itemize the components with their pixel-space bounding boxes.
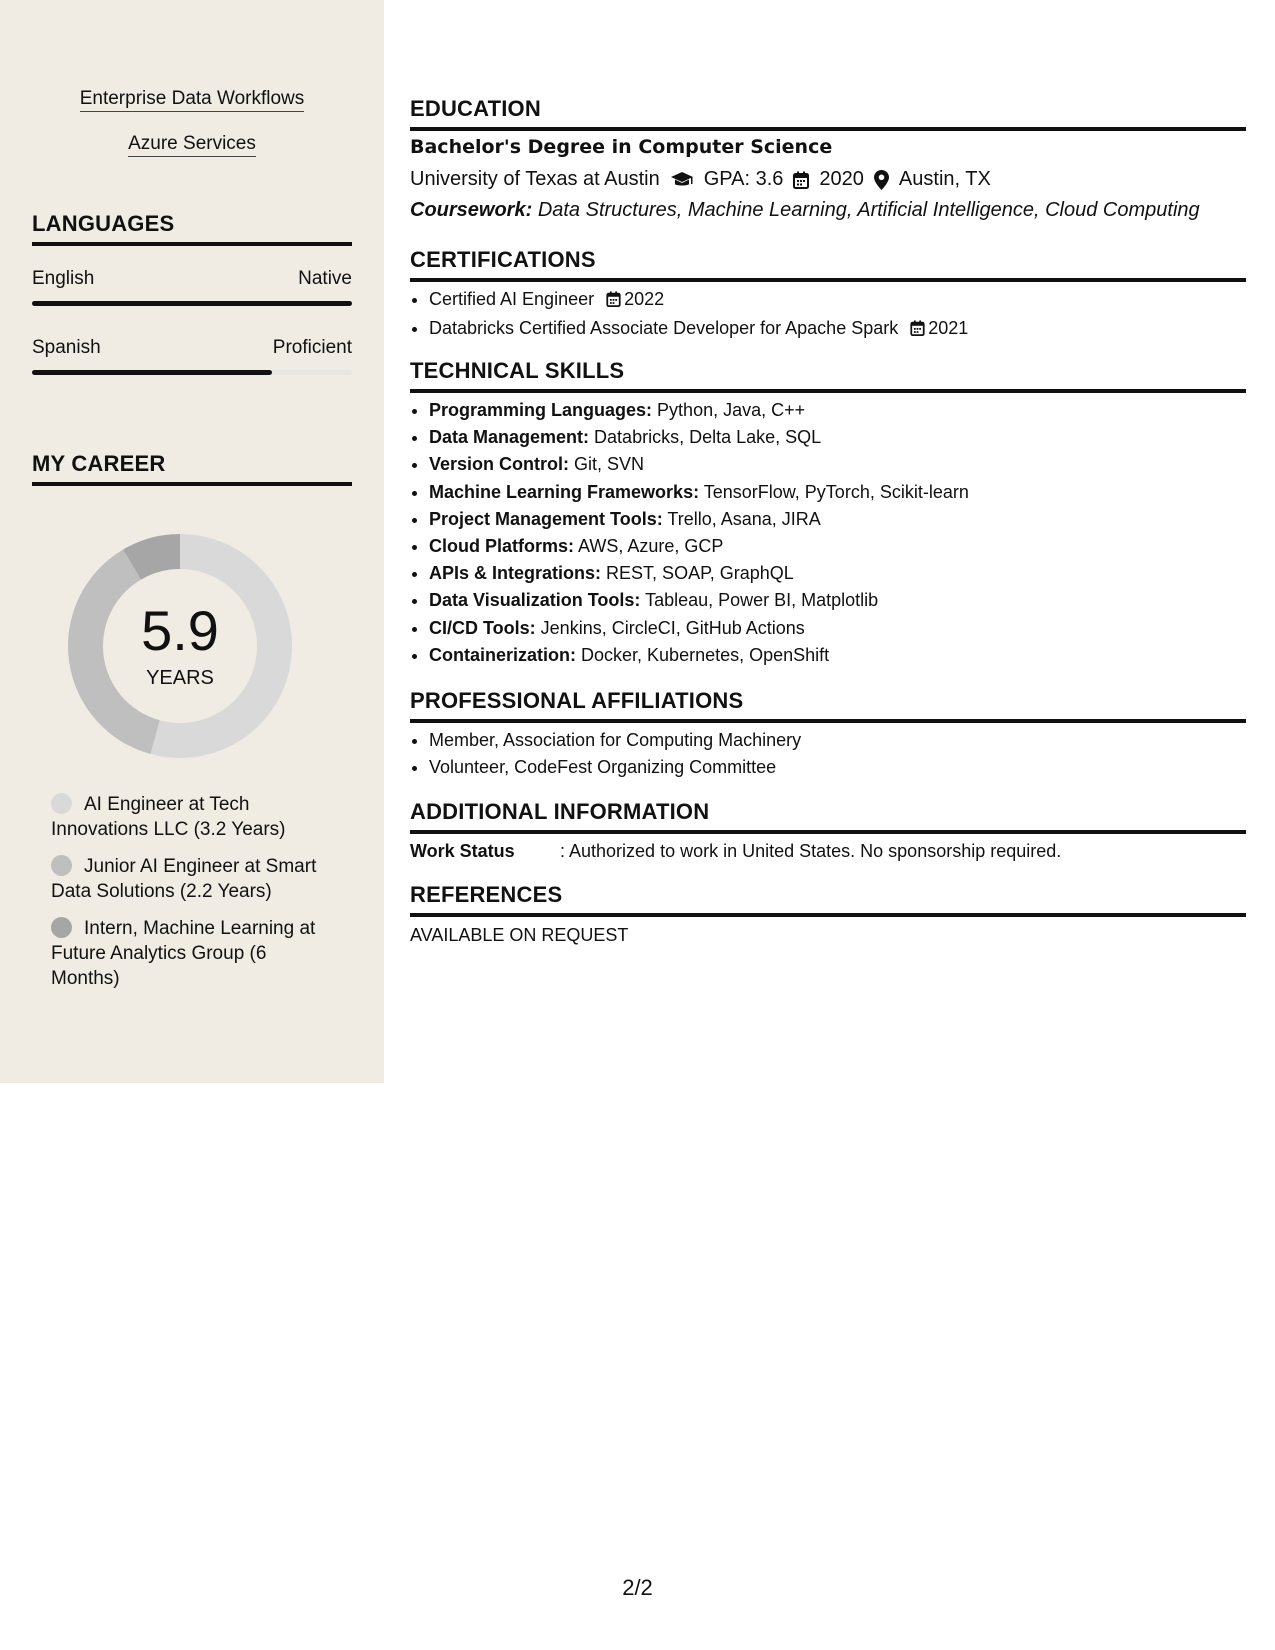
- legend-dot: [51, 855, 72, 876]
- skill-values: Python, Java, C++: [657, 400, 806, 420]
- language-name: Spanish: [32, 337, 101, 358]
- sidebar: [0, 0, 384, 1083]
- skill-category: Data Management:: [429, 427, 590, 448]
- certification-year: 2022: [624, 289, 665, 309]
- certification-name: Certified AI Engineer: [429, 289, 595, 309]
- language-level: Native: [298, 268, 352, 289]
- list-item: [429, 397, 969, 424]
- skill-values: Docker, Kubernetes, OpenShift: [581, 644, 830, 665]
- skill-values: Git, SVN: [574, 454, 645, 475]
- career-legend-item: [51, 854, 321, 904]
- skill-category: CI/CD Tools:: [429, 617, 536, 638]
- certifications-list: [410, 286, 968, 344]
- skill-values: Trello, Asana, JIRA: [667, 508, 821, 529]
- list-item: [429, 286, 968, 315]
- career-total-years: 5.9: [141, 599, 219, 662]
- affiliations-list: [410, 727, 801, 781]
- skill-tag-label: Azure Services: [128, 133, 256, 157]
- list-item: [429, 587, 969, 614]
- career-legend-label: AI Engineer at Tech Innovations LLC (3.2 Years): [51, 794, 286, 840]
- education-location: Austin, TX: [898, 168, 991, 190]
- legend-dot: [51, 793, 72, 814]
- career-legend-label: Junior AI Engineer at Smart Data Solutions (2.2 Years): [51, 856, 317, 902]
- list-item: [429, 533, 969, 560]
- work-status-row: [410, 841, 1061, 862]
- skill-tag-label: Enterprise Data Workflows: [80, 88, 305, 112]
- additional-info-heading: ADDITIONAL INFORMATION: [410, 799, 1246, 834]
- references-text: AVAILABLE ON REQUEST: [410, 925, 629, 945]
- skill-category: Machine Learning Frameworks:: [429, 481, 700, 502]
- language-level-fill: [32, 370, 272, 375]
- certification-year: 2021: [928, 318, 969, 339]
- page-number: 2/2: [622, 1575, 653, 1600]
- skill-category: Project Management Tools:: [429, 508, 663, 529]
- list-item: [429, 451, 969, 478]
- list-item: [429, 560, 969, 587]
- career-heading: MY CAREER: [32, 451, 352, 486]
- coursework-label: Coursework:: [410, 199, 533, 221]
- graduation-year: 2020: [819, 168, 864, 190]
- language-level-bar: [32, 301, 352, 306]
- career-legend-item: [51, 916, 321, 991]
- language-level-bar: [32, 370, 352, 375]
- skill-values: AWS, Azure, GCP: [578, 536, 724, 557]
- skill-category: Data Visualization Tools:: [429, 590, 641, 611]
- list-item: [429, 642, 969, 669]
- technical-skills-list: [410, 397, 969, 669]
- list-item: [429, 479, 969, 506]
- certifications-heading: CERTIFICATIONS: [410, 247, 1246, 282]
- legend-dot: [51, 917, 72, 938]
- education-details: [410, 168, 991, 191]
- language-level-fill: [32, 301, 352, 306]
- calendar-icon: [793, 171, 809, 189]
- skill-values: Databricks, Delta Lake, SQL: [594, 427, 822, 448]
- skill-values: TensorFlow, PyTorch, Scikit-learn: [703, 481, 969, 502]
- skill-values: REST, SOAP, GraphQL: [606, 563, 794, 584]
- coursework: [410, 199, 1200, 222]
- list-item: [429, 615, 969, 642]
- degree-title: Bachelor's Degree in Computer Science: [410, 136, 833, 158]
- list-item: [429, 424, 969, 451]
- coursework-list: Data Structures, Machine Learning, Artificial Intelligence, Cloud Computing: [537, 199, 1200, 221]
- school-name: University of Texas at Austin: [410, 168, 660, 190]
- skill-tag: [0, 133, 384, 155]
- skill-category: Version Control:: [429, 454, 570, 475]
- career-legend-item: [51, 792, 321, 842]
- education-heading: EDUCATION: [410, 96, 1246, 131]
- graduation-cap-icon: [670, 171, 694, 189]
- gpa: GPA: 3.6: [703, 168, 784, 190]
- skill-values: Tableau, Power BI, Matplotlib: [645, 590, 879, 611]
- language-level: Proficient: [272, 337, 352, 358]
- work-status-label: Work Status: [410, 841, 515, 861]
- list-item: [429, 506, 969, 533]
- skill-tag: [0, 88, 384, 110]
- certification-name: Databricks Certified Associate Developer for Apache Spark: [429, 318, 899, 339]
- work-status-value: : Authorized to work in United States. No sponsorship required.: [560, 841, 1062, 861]
- language-row: [32, 337, 352, 359]
- skill-values: Jenkins, CircleCI, GitHub Actions: [540, 617, 805, 638]
- calendar-icon: [910, 317, 925, 344]
- technical-skills-heading: TECHNICAL SKILLS: [410, 358, 1246, 393]
- language-name: English: [32, 268, 95, 289]
- list-item: • Volunteer, CodeFest Organizing Committee: [429, 754, 801, 781]
- skill-category: Programming Languages:: [429, 400, 653, 420]
- skill-category: APIs & Integrations:: [429, 563, 602, 584]
- languages-heading: LANGUAGES: [32, 211, 352, 246]
- career-total-unit: YEARS: [146, 667, 214, 689]
- list-item: • Member, Association for Computing Machinery: [429, 727, 801, 754]
- career-legend-label: Intern, Machine Learning at Future Analytics Group (6 Months): [51, 918, 316, 989]
- skill-category: Containerization:: [429, 644, 576, 665]
- list-item: [429, 315, 968, 344]
- skill-category: Cloud Platforms:: [429, 536, 575, 557]
- location-pin-icon: [874, 170, 889, 190]
- calendar-icon: [606, 288, 621, 315]
- references-heading: REFERENCES: [410, 882, 1246, 917]
- language-row: [32, 268, 352, 290]
- affiliations-heading: PROFESSIONAL AFFILIATIONS: [410, 688, 1246, 723]
